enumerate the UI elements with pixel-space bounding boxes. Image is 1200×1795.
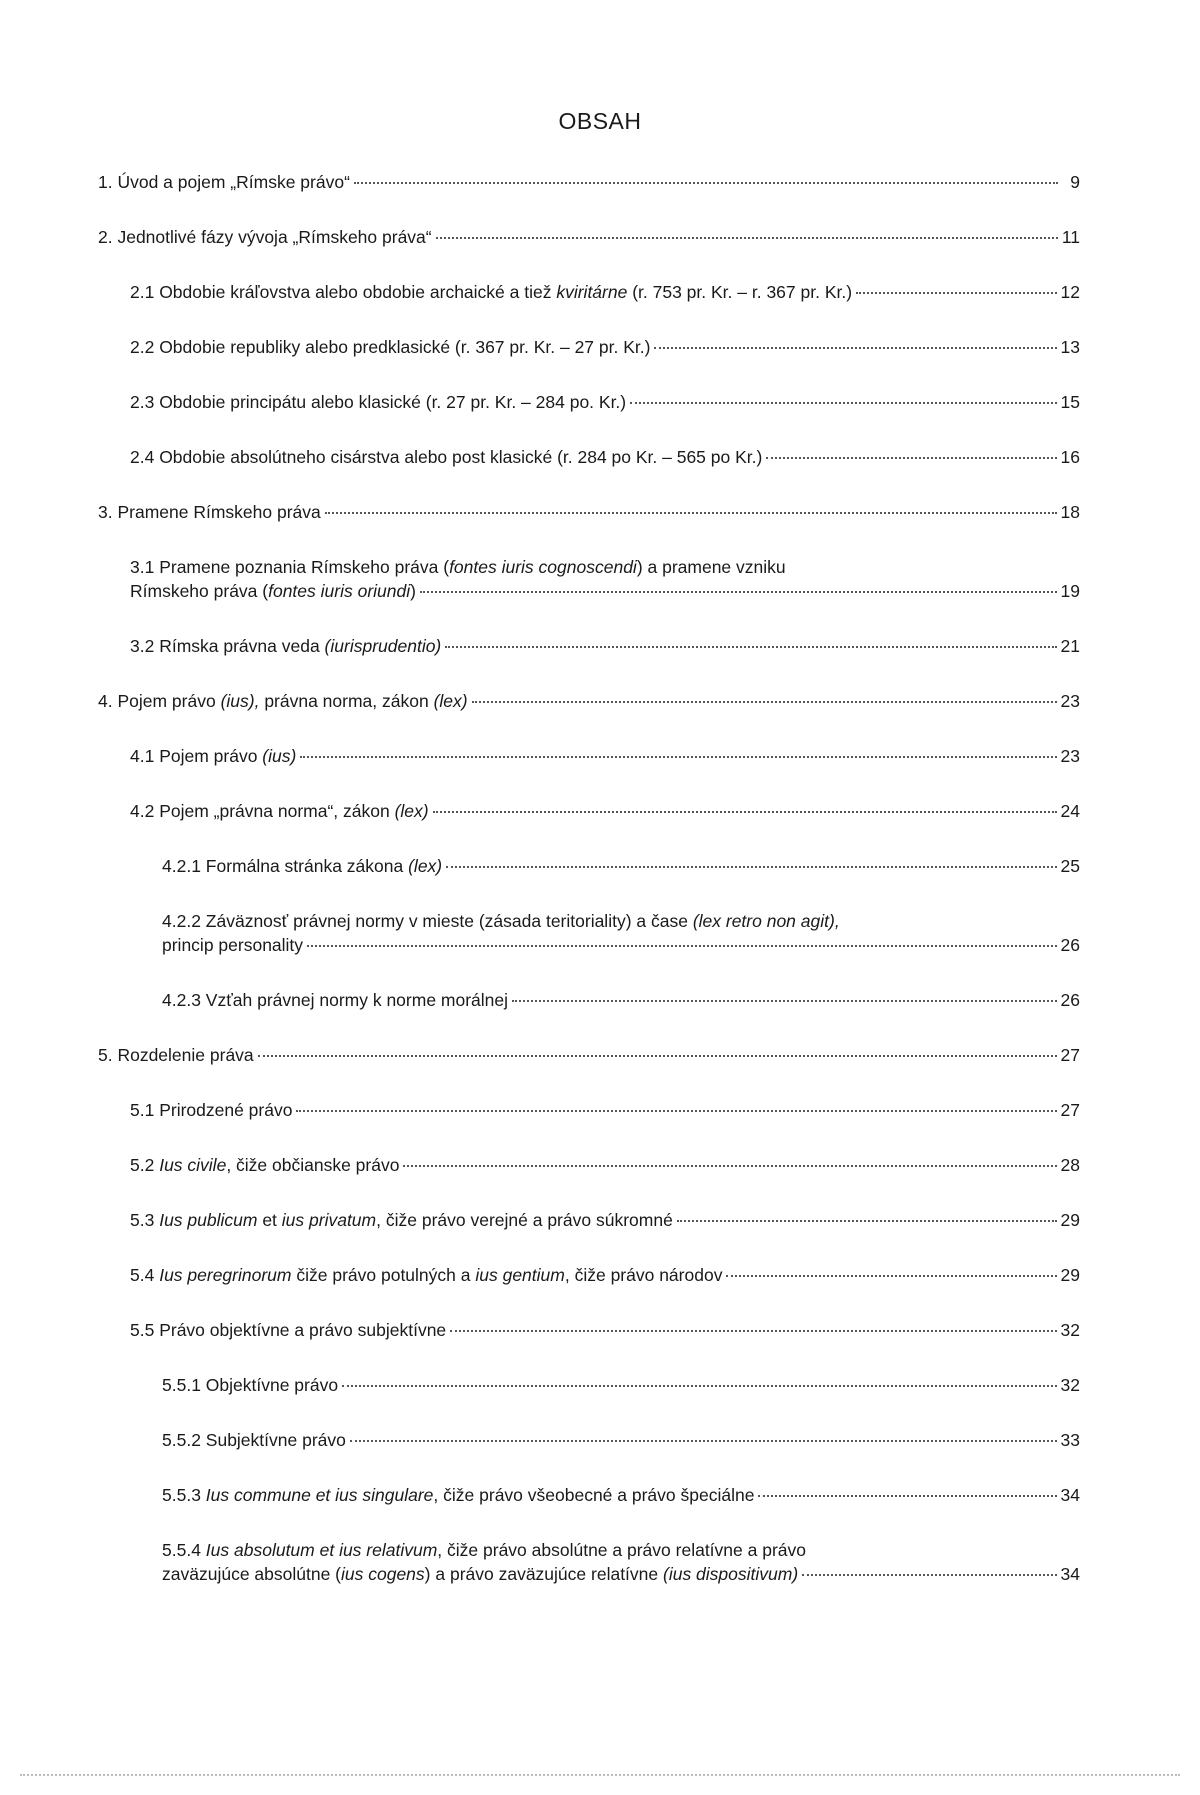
toc-entry-label	[130, 390, 626, 414]
toc-dot-leader	[325, 512, 1057, 514]
toc-entry-label	[98, 689, 468, 713]
toc-entry-row	[130, 579, 1080, 603]
toc-entry-italic-text: (lex)	[433, 691, 468, 711]
toc-entry-italic-text: Ius peregrinorum	[159, 1265, 292, 1285]
toc-entry[interactable]	[98, 689, 1080, 713]
toc-entry-text-segment: , čiže občianske právo	[226, 1155, 400, 1175]
toc-entry-text-segment: ) a právo zaväzujúce relatívne	[424, 1564, 663, 1584]
toc-page-number: 15	[1060, 392, 1080, 412]
toc-page-number: 23	[1060, 691, 1080, 711]
toc-entry-row	[162, 1428, 1080, 1452]
toc-entry-row	[130, 280, 1080, 304]
toc-page-number: 21	[1060, 636, 1080, 656]
toc-entry-text-segment: 4.1 Pojem právo	[130, 746, 263, 766]
toc-entry[interactable]	[130, 1263, 1080, 1287]
toc-entry[interactable]	[162, 1373, 1080, 1397]
toc-entry-row	[162, 1373, 1080, 1397]
toc-entry[interactable]	[162, 854, 1080, 878]
toc-entry-row	[130, 390, 1080, 414]
toc-entry-text-segment: princip personality	[162, 935, 304, 955]
toc-entry-label	[130, 1318, 446, 1342]
toc-entry-row	[130, 744, 1080, 768]
toc-entry[interactable]	[130, 335, 1080, 359]
toc-entry-first-line	[130, 555, 1080, 579]
toc-dot-leader	[856, 292, 1056, 294]
toc-entry-text-segment: , čiže právo národov	[564, 1265, 723, 1285]
toc-entry[interactable]	[98, 1043, 1080, 1067]
toc-entry-label	[130, 744, 296, 768]
toc-entry-text-segment: 2.2 Obdobie republiky alebo predklasické (r. 367 pr. Kr. – 27 pr. Kr.)	[130, 337, 651, 357]
toc-dot-leader	[726, 1275, 1056, 1277]
toc-entry-row	[162, 933, 1080, 957]
toc-dot-leader	[433, 811, 1057, 813]
toc-page-number: 33	[1060, 1430, 1080, 1450]
toc-page-number: 11	[1061, 227, 1080, 247]
toc-entry-text-segment: 4.2.2 Záväznosť právnej normy v mieste (zásada teritoriality) a čase	[162, 911, 693, 931]
toc-dot-leader	[258, 1055, 1057, 1057]
toc-entry-text-segment: (r. 753 pr. Kr. – r. 367 pr. Kr.)	[627, 282, 853, 302]
toc-entry-text-segment: 3.1 Pramene poznania Rímskeho práva (	[130, 557, 450, 577]
toc-entry-label	[130, 280, 852, 304]
toc-entry-text-segment: , čiže právo verejné a právo súkromné	[376, 1210, 673, 1230]
toc-page-number: 12	[1060, 282, 1080, 302]
toc-entry-text-segment: 3.2 Rímska právna veda	[130, 636, 325, 656]
toc-entry-first-line	[162, 1538, 1080, 1562]
toc-entry-label	[98, 1043, 254, 1067]
toc-dot-leader	[350, 1440, 1057, 1442]
toc-entry-row	[98, 170, 1080, 194]
toc-entry-italic-text: Ius civile	[159, 1155, 227, 1175]
toc-entry-italic-text: fontes iuris oriundi	[268, 581, 411, 601]
toc-entry-text-segment: , čiže právo všeobecné a právo špeciálne	[433, 1485, 755, 1505]
toc-entry-text-segment: , čiže právo absolútne a právo relatívne a právo	[437, 1540, 806, 1560]
toc-page-number: 16	[1060, 447, 1080, 467]
toc-entry-row	[162, 1483, 1080, 1507]
toc-entry[interactable]	[98, 500, 1080, 524]
toc-page-number: 23	[1060, 746, 1080, 766]
toc-entry[interactable]	[98, 170, 1080, 194]
toc-entry-text-segment: 5.1 Prirodzené právo	[130, 1100, 293, 1120]
toc-entry[interactable]	[130, 1153, 1080, 1177]
toc-page-number: 25	[1060, 856, 1080, 876]
toc-entry[interactable]	[162, 909, 1080, 957]
toc-dot-leader	[630, 402, 1056, 404]
toc-entry-row	[98, 689, 1080, 713]
footer-divider	[20, 1774, 1180, 1776]
table-of-contents	[98, 170, 1080, 1617]
toc-entry[interactable]	[130, 1208, 1080, 1232]
toc-entry-row	[162, 854, 1080, 878]
toc-entry-row	[130, 634, 1080, 658]
toc-entry-italic-text: Ius absolutum et ius relativum	[205, 1540, 438, 1560]
toc-entry-text-segment: právna norma, zákon	[259, 691, 434, 711]
toc-entry[interactable]	[98, 225, 1080, 249]
toc-entry-label	[162, 1483, 754, 1507]
toc-entry-text-segment: 2.3 Obdobie principátu alebo klasické (r. 27 pr. Kr. – 284 po. Kr.)	[130, 392, 627, 412]
toc-page-number: 9	[1070, 172, 1080, 192]
toc-page-number: 27	[1060, 1045, 1080, 1065]
toc-entry-italic-text: ius cogens	[341, 1564, 425, 1584]
toc-entry-label	[130, 1098, 292, 1122]
toc-entry-row	[130, 1098, 1080, 1122]
toc-entry-row	[98, 225, 1080, 249]
toc-entry-text-segment: 5.3	[130, 1210, 160, 1230]
toc-entry-row	[130, 445, 1080, 469]
toc-entry-italic-text: (lex retro non agit),	[692, 911, 840, 931]
toc-entry-row	[130, 1153, 1080, 1177]
toc-entry-text-segment: 5.5.3	[162, 1485, 206, 1505]
toc-entry-italic-text: (lex)	[408, 856, 443, 876]
toc-entry-label	[130, 799, 429, 823]
toc-entry-label	[98, 500, 321, 524]
toc-entry-text-segment: zaväzujúce absolútne (	[162, 1564, 341, 1584]
toc-entry-row	[98, 1043, 1080, 1067]
toc-entry-text-segment: 4.2 Pojem „právna norma“, zákon	[130, 801, 395, 821]
toc-entry[interactable]	[162, 1538, 1080, 1586]
toc-entry[interactable]	[130, 1098, 1080, 1122]
toc-dot-leader	[296, 1110, 1056, 1112]
toc-dot-leader	[512, 1000, 1057, 1002]
toc-dot-leader	[342, 1385, 1056, 1387]
toc-page-number: 34	[1060, 1564, 1080, 1584]
toc-entry[interactable]	[130, 634, 1080, 658]
toc-entry[interactable]	[130, 555, 1080, 603]
toc-entry-label	[162, 1562, 798, 1586]
toc-entry-italic-text: (ius)	[262, 746, 297, 766]
toc-entry-label	[130, 1263, 722, 1287]
toc-entry-row	[98, 500, 1080, 524]
toc-entry-label	[162, 988, 508, 1012]
toc-entry[interactable]	[162, 1428, 1080, 1452]
toc-dot-leader	[802, 1574, 1056, 1576]
toc-entry-label	[162, 1428, 346, 1452]
toc-entry-label	[98, 170, 350, 194]
toc-entry[interactable]	[130, 280, 1080, 304]
toc-entry-text-segment: 4.2.1 Formálna stránka zákona	[162, 856, 409, 876]
toc-entry-row	[130, 1208, 1080, 1232]
toc-entry-text-segment: 2.1 Obdobie kráľovstva alebo obdobie archaické a tiež	[130, 282, 557, 302]
toc-page-number: 29	[1060, 1210, 1080, 1230]
toc-dot-leader	[446, 866, 1056, 868]
toc-entry-label	[130, 335, 650, 359]
toc-entry[interactable]	[130, 744, 1080, 768]
toc-entry-label	[130, 579, 416, 603]
toc-entry-row	[130, 1263, 1080, 1287]
toc-dot-leader	[403, 1165, 1056, 1167]
toc-entry-italic-text: Ius commune et ius singulare	[205, 1485, 434, 1505]
toc-page-number: 27	[1060, 1100, 1080, 1120]
toc-dot-leader	[445, 646, 1056, 648]
toc-dot-leader	[654, 347, 1056, 349]
toc-entry-row	[130, 335, 1080, 359]
toc-page-number: 26	[1060, 990, 1080, 1010]
toc-entry[interactable]	[162, 1483, 1080, 1507]
toc-entry-text-segment: Rímskeho práva (	[130, 581, 269, 601]
toc-entry-text-segment: 5.5 Právo objektívne a právo subjektívne	[130, 1320, 447, 1340]
toc-entry-text-segment: et	[257, 1210, 282, 1230]
toc-entry-label	[130, 445, 762, 469]
toc-entry-text-segment: )	[410, 581, 416, 601]
toc-page-number: 32	[1060, 1320, 1080, 1340]
toc-dot-leader	[758, 1495, 1056, 1497]
toc-entry-label	[162, 854, 442, 878]
toc-dot-leader	[677, 1220, 1057, 1222]
toc-entry-text-segment: 5.5.1 Objektívne právo	[162, 1375, 339, 1395]
toc-entry-label	[162, 933, 303, 957]
toc-entry-text-segment: 5.5.4	[162, 1540, 206, 1560]
toc-entry-italic-text: (ius dispositivum)	[663, 1564, 799, 1584]
toc-entry-italic-text: kviritárne	[556, 282, 628, 302]
toc-entry-text-segment: 5.4	[130, 1265, 160, 1285]
toc-title: OBSAH	[558, 108, 642, 134]
toc-entry[interactable]	[130, 390, 1080, 414]
toc-entry-italic-text: fontes iuris cognoscendi	[449, 557, 637, 577]
toc-entry-text-segment: 3. Pramene Rímskeho práva	[98, 502, 321, 522]
toc-entry[interactable]	[130, 1318, 1080, 1342]
toc-entry-text-segment: 5.2	[130, 1155, 160, 1175]
toc-dot-leader	[354, 182, 1058, 184]
toc-page-number: 29	[1060, 1265, 1080, 1285]
toc-dot-leader	[436, 237, 1058, 239]
toc-entry-text-segment: 2.4 Obdobie absolútneho cisárstva alebo post klasické (r. 284 po Kr. – 565 po Kr.)	[130, 447, 763, 467]
toc-entry[interactable]	[162, 988, 1080, 1012]
toc-entry-text-segment: 4.2.3 Vzťah právnej normy k norme morálnej	[162, 990, 509, 1010]
toc-entry-row	[130, 1318, 1080, 1342]
toc-entry-row	[162, 988, 1080, 1012]
toc-entry-text-segment: 1. Úvod a pojem „Rímske právo“	[98, 172, 350, 192]
toc-entry-italic-text: ius gentium	[475, 1265, 565, 1285]
toc-page-number: 18	[1060, 502, 1080, 522]
toc-dot-leader	[307, 945, 1056, 947]
toc-page-number: 24	[1060, 801, 1080, 821]
toc-page-number: 28	[1060, 1155, 1080, 1175]
toc-entry-label	[98, 225, 432, 249]
toc-page-number: 13	[1060, 337, 1080, 357]
toc-entry-text-segment: 5. Rozdelenie práva	[98, 1045, 254, 1065]
toc-entry-label	[130, 1208, 673, 1232]
toc-entry-text-segment: ) a pramene vzniku	[636, 557, 786, 577]
toc-entry-italic-text: (iurisprudentio)	[324, 636, 442, 656]
toc-entry-text-segment: 4. Pojem právo	[98, 691, 221, 711]
toc-entry-text-segment: 2. Jednotlivé fázy vývoja „Rímskeho práva“	[98, 227, 432, 247]
toc-page-number: 19	[1060, 581, 1080, 601]
toc-entry-italic-text: Ius publicum	[159, 1210, 258, 1230]
toc-entry-label	[130, 634, 441, 658]
toc-entry-italic-text: (lex)	[394, 801, 429, 821]
toc-entry-row	[130, 799, 1080, 823]
toc-entry-text-segment: 5.5.2 Subjektívne právo	[162, 1430, 346, 1450]
toc-dot-leader	[766, 457, 1056, 459]
toc-page-number: 34	[1060, 1485, 1080, 1505]
toc-entry-row	[162, 1562, 1080, 1586]
toc-page-number: 26	[1060, 935, 1080, 955]
toc-dot-leader	[420, 591, 1057, 593]
toc-entry-label	[130, 1153, 399, 1177]
toc-entry-italic-text: ius privatum	[281, 1210, 377, 1230]
toc-entry-first-line	[162, 909, 1080, 933]
toc-dot-leader	[300, 756, 1056, 758]
toc-page-number: 32	[1060, 1375, 1080, 1395]
toc-dot-leader	[472, 701, 1057, 703]
toc-entry[interactable]	[130, 799, 1080, 823]
toc-entry-label	[162, 1373, 338, 1397]
toc-entry-text-segment: čiže právo potulných a	[291, 1265, 476, 1285]
toc-dot-leader	[450, 1330, 1056, 1332]
toc-entry-italic-text: (ius),	[220, 691, 260, 711]
toc-entry[interactable]	[130, 445, 1080, 469]
